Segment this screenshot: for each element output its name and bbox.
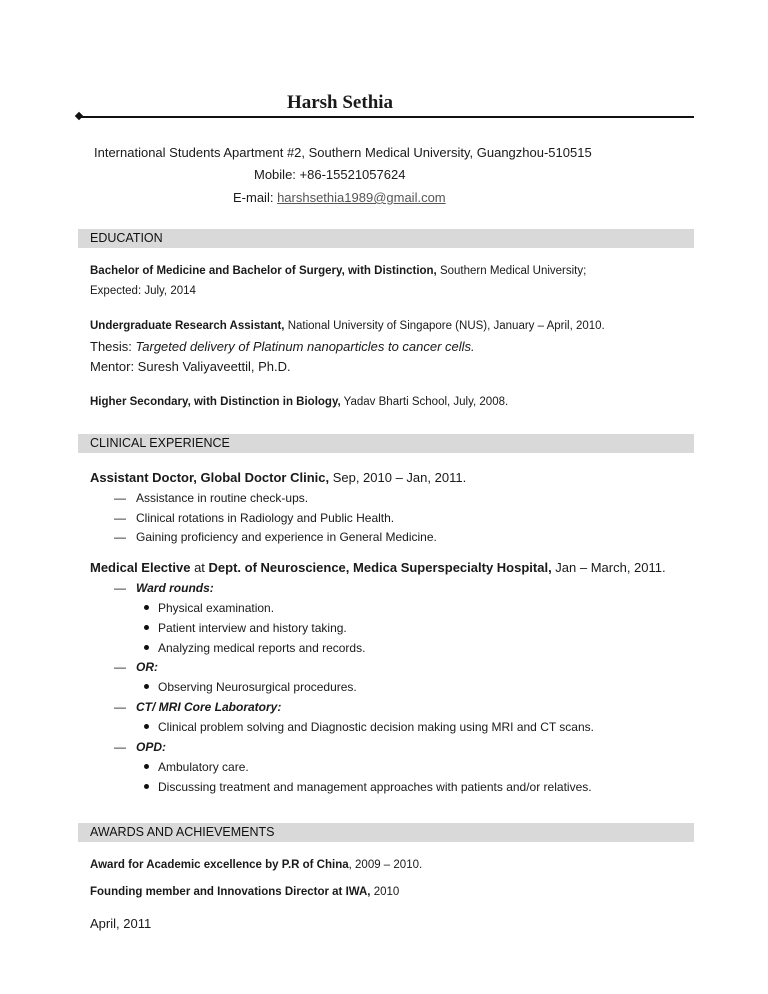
- research-detail: National University of Singapore (NUS), January – April, 2010.: [284, 320, 605, 332]
- mobile: Mobile: +86-15521057624: [254, 167, 406, 182]
- secondary-title: Higher Secondary, with Distinction in Biology,: [90, 396, 341, 408]
- degree-title: Bachelor of Medicine and Bachelor of Surgery, with Distinction,: [90, 265, 437, 277]
- email-line: [233, 190, 446, 205]
- email-label: E-mail:: [233, 190, 278, 205]
- ward-title: Ward rounds:: [136, 581, 214, 595]
- header-rule: [80, 116, 694, 118]
- degree-line: [90, 265, 586, 277]
- job1-dates: Sep, 2010 – Jan, 2011.: [329, 470, 467, 485]
- dash-marker: —: [114, 700, 126, 714]
- bullet-icon: [144, 724, 149, 729]
- dash-marker: —: [114, 740, 126, 754]
- thesis-title: Targeted delivery of Platinum nanoparticles to cancer cells.: [135, 339, 475, 354]
- opd-item: Discussing treatment and management approaches with patients and/or relatives.: [144, 780, 592, 794]
- resume-name: Harsh Sethia: [286, 92, 394, 113]
- mentor-line: Mentor: Suresh Valiyaveettil, Ph.D.: [90, 359, 291, 374]
- award1-title: Award for Academic excellence by P.R of China: [90, 859, 349, 871]
- award2-title: Founding member and Innovations Director at IWA,: [90, 886, 371, 898]
- job2-dates: Jan – March, 2011.: [551, 560, 666, 575]
- bullet-icon: [144, 625, 149, 630]
- award1-dates: , 2009 – 2010.: [348, 859, 423, 871]
- or-title: OR:: [136, 660, 158, 674]
- document-date: April, 2011: [90, 916, 152, 931]
- dash-marker: —: [114, 660, 126, 674]
- education-heading: EDUCATION: [78, 229, 694, 248]
- bullet-icon: [144, 645, 149, 650]
- secondary-line: [90, 396, 508, 408]
- degree-school: Southern Medical University;: [436, 265, 587, 277]
- research-title: Undergraduate Research Assistant,: [90, 320, 285, 332]
- opd-item: Ambulatory care.: [144, 760, 249, 774]
- email-link[interactable]: harshsethia1989@gmail.com: [277, 190, 446, 205]
- secondary-detail: Yadav Bharti School, July, 2008.: [340, 396, 509, 408]
- job1-item: Clinical rotations in Radiology and Public Health.: [136, 511, 395, 525]
- ct-item: Clinical problem solving and Diagnostic decision making using MRI and CT scans.: [144, 720, 594, 734]
- clinical-heading: CLINICAL EXPERIENCE: [78, 434, 694, 453]
- ward-item: Physical examination.: [144, 601, 274, 615]
- job2-place: Dept. of Neuroscience, Medica Superspecialty Hospital,: [208, 560, 552, 575]
- bullet-icon: [144, 684, 149, 689]
- job1-line: [90, 470, 466, 485]
- dash-marker: —: [114, 530, 126, 544]
- job2-line: [90, 560, 666, 575]
- dash-marker: —: [114, 491, 126, 505]
- job2-title: Medical Elective: [90, 560, 191, 575]
- dash-marker: —: [114, 581, 126, 595]
- job1-item: Assistance in routine check-ups.: [136, 491, 309, 505]
- award2-line: [90, 886, 399, 898]
- award2-year: 2010: [370, 886, 400, 898]
- bullet-icon: [144, 784, 149, 789]
- ward-item: Patient interview and history taking.: [144, 621, 347, 635]
- job1-title: Assistant Doctor, Global Doctor Clinic,: [90, 470, 330, 485]
- opd-title: OPD:: [136, 740, 166, 754]
- ward-item: Analyzing medical reports and records.: [144, 641, 365, 655]
- degree-expected: Expected: July, 2014: [90, 285, 196, 297]
- or-item: Observing Neurosurgical procedures.: [144, 680, 357, 694]
- research-line: [90, 320, 605, 332]
- bullet-icon: [144, 605, 149, 610]
- awards-heading: AWARDS AND ACHIEVEMENTS: [78, 823, 694, 842]
- thesis-line: [90, 339, 475, 354]
- ct-title: CT/ MRI Core Laboratory:: [136, 700, 282, 714]
- bullet-icon: [144, 764, 149, 769]
- dash-marker: —: [114, 511, 126, 525]
- job1-item: Gaining proficiency and experience in General Medicine.: [136, 530, 437, 544]
- address: International Students Apartment #2, Southern Medical University, Guangzhou-510515: [94, 145, 592, 160]
- thesis-label: Thesis:: [90, 339, 136, 354]
- job2-at: at: [190, 560, 209, 575]
- award1-line: [90, 859, 422, 871]
